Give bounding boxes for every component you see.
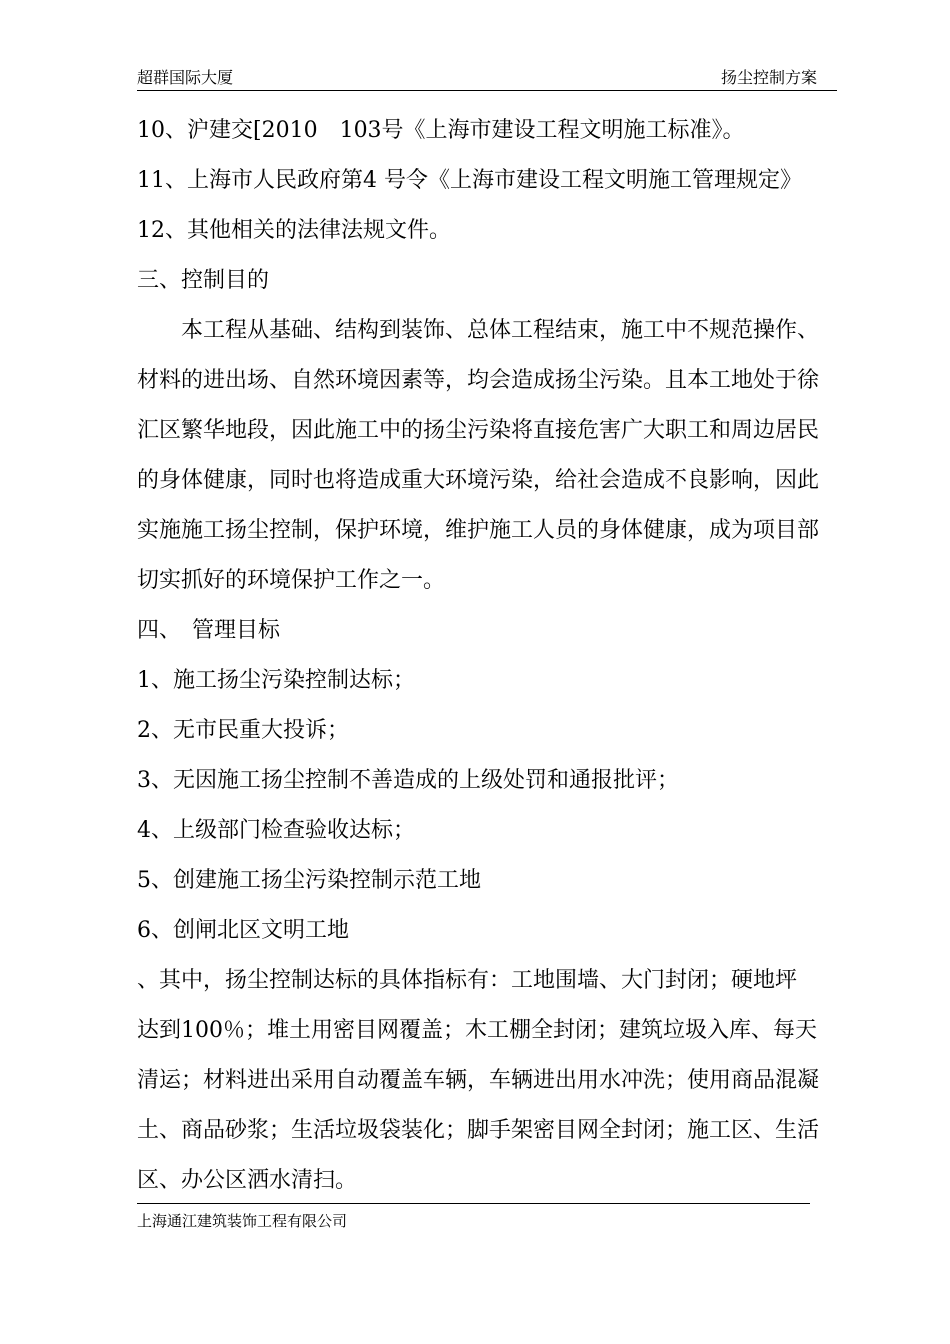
paragraph-line: 区、办公区洒水清扫。: [137, 1168, 358, 1193]
page-header: [137, 68, 837, 91]
paragraph-line: 土、商品砂浆；生活垃圾袋装化；脚手架密目网全封闭；施工区、生活: [137, 1118, 820, 1143]
paragraph-line: 清运；材料进出采用自动覆盖车辆，车辆进出用水冲洗；使用商品混凝: [137, 1068, 820, 1093]
paragraph-line: 达到100％；堆土用密目网覆盖；木工棚全封闭；建筑垃圾入库、每天: [137, 1018, 817, 1043]
header-project-name: 超群国际大厦: [137, 68, 234, 87]
paragraph-line: 的身体健康，同时也将造成重大环境污染，给社会造成不良影响，因此: [137, 468, 820, 493]
paragraph-line: 本工程从基础、结构到装饰、总体工程结束，施工中不规范操作、: [137, 318, 820, 343]
clause-12: 12、其他相关的法律法规文件。: [137, 218, 451, 243]
paragraph-line: 材料的进出场、自然环境因素等，均会造成扬尘污染。且本工地处于徐: [137, 368, 820, 393]
goal-item-4: 4、上级部门检查验收达标；: [137, 818, 415, 843]
paragraph-line: 、其中，扬尘控制达标的具体指标有：工地围墙、大门封闭；硬地坪: [137, 968, 798, 993]
clause-11: 11、上海市人民政府第4 号令《上海市建设工程文明施工管理规定》: [137, 168, 802, 193]
clause-10: 10、沪建交[2010 103号《上海市建设工程文明施工标准》。: [137, 118, 745, 143]
section-heading-management-goals: 四、 管理目标: [137, 618, 281, 643]
paragraph-line: 实施施工扬尘控制，保护环境，维护施工人员的身体健康，成为项目部: [137, 518, 820, 543]
goal-item-2: 2、无市民重大投诉；: [137, 718, 349, 743]
goal-item-5: 5、创建施工扬尘污染控制示范工地: [137, 868, 481, 893]
paragraph-line: 切实抓好的环境保护工作之一。: [137, 568, 446, 593]
footer-divider: [137, 1203, 810, 1204]
header-document-title: 扬尘控制方案: [720, 68, 817, 87]
goal-item-1: 1、施工扬尘污染控制达标；: [137, 668, 415, 693]
paragraph-line: 汇区繁华地段，因此施工中的扬尘污染将直接危害广大职工和周边居民: [137, 418, 820, 443]
goal-item-3: 3、无因施工扬尘控制不善造成的上级处罚和通报批评；: [137, 768, 679, 793]
footer-company-name: 上海通江建筑装饰工程有限公司: [137, 1212, 348, 1230]
goal-item-6: 6、创闸北区文明工地: [137, 918, 349, 943]
section-heading-control-objective: 三、控制目的: [137, 268, 270, 293]
document-body: [137, 106, 837, 1206]
